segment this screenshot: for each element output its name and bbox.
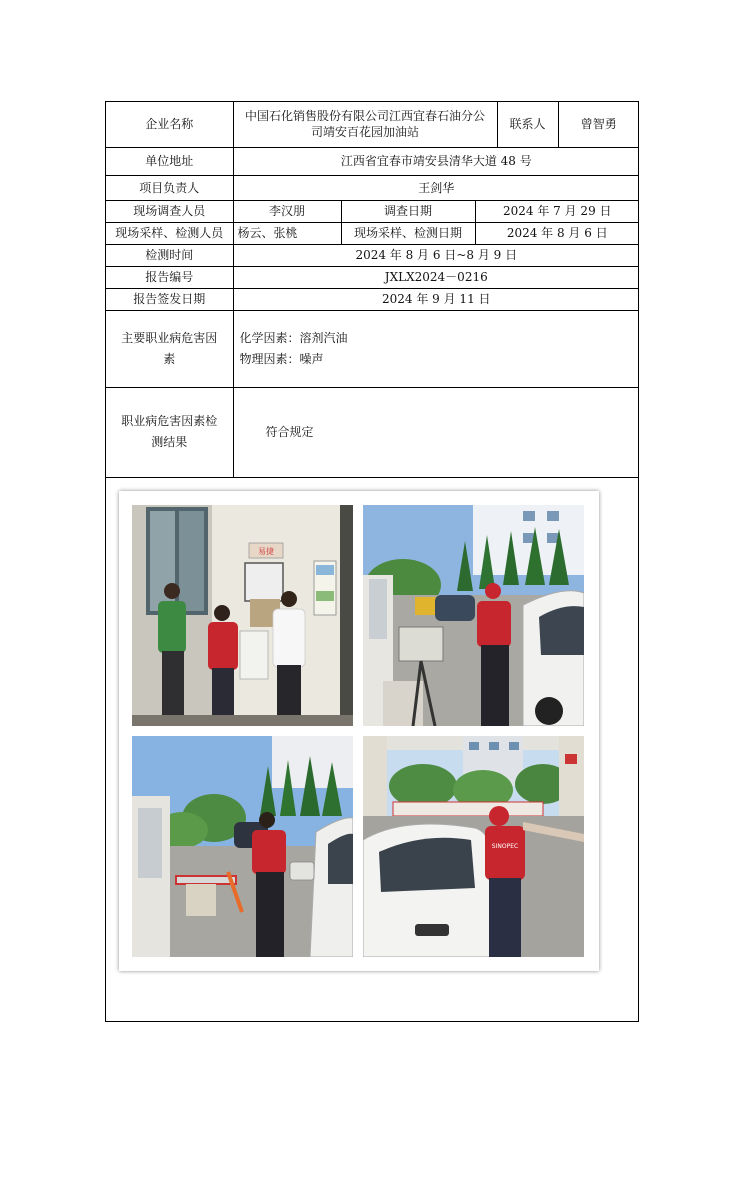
result-value: 符合规定 xyxy=(233,387,639,477)
project-manager-value: 王剑华 xyxy=(233,175,639,200)
photo-sampling-pump xyxy=(363,505,584,726)
result-label: 职业病危害因素检测结果 xyxy=(106,387,233,477)
hazards-value xyxy=(233,310,639,387)
sampling-date-value: 2024 年 8 月 6 日 xyxy=(475,222,639,244)
report-number-label: 报告编号 xyxy=(106,266,233,288)
hazard-chemical: 化学因素：溶剂汽油 xyxy=(239,330,348,345)
sampling-staff-value: 杨云、张桃 xyxy=(233,222,341,244)
contact-label: 联系人 xyxy=(497,102,558,147)
contact-value: 曾智勇 xyxy=(558,102,639,147)
test-time-value: 2024 年 8 月 6 日~8 月 9 日 xyxy=(233,244,639,266)
survey-staff-value: 李汉朋 xyxy=(233,200,341,222)
hazard-physical: 物理因素：噪声 xyxy=(239,351,324,366)
shop-sign-text: 易捷 xyxy=(258,547,274,556)
sampling-staff-label: 现场采样、检测人员 xyxy=(106,222,233,244)
address-value: 江西省宜春市靖安县清华大道 48 号 xyxy=(233,147,639,175)
info-table xyxy=(106,102,639,478)
photo-staff-group xyxy=(132,505,353,726)
photo-attendant-barrier xyxy=(132,736,353,957)
issue-date-label: 报告签发日期 xyxy=(106,288,233,310)
survey-date-value: 2024 年 7 月 29 日 xyxy=(475,200,639,222)
report-document xyxy=(105,101,639,1022)
survey-date-label: 调查日期 xyxy=(341,200,475,222)
address-label: 单位地址 xyxy=(106,147,233,175)
photo-collage xyxy=(119,491,599,971)
hazards-label: 主要职业病危害因素 xyxy=(106,310,233,387)
photo-attendant-refueling xyxy=(363,736,584,957)
issue-date-value: 2024 年 9 月 11 日 xyxy=(233,288,639,310)
report-number-value: JXLX2024－0216 xyxy=(233,266,639,288)
test-time-label: 检测时间 xyxy=(106,244,233,266)
company-label: 企业名称 xyxy=(106,102,233,147)
uniform-logo-text: SINOPEC xyxy=(491,843,519,850)
company-value: 中国石化销售股份有限公司江西宜春石油分公司靖安百花园加油站 xyxy=(233,102,497,147)
survey-staff-label: 现场调查人员 xyxy=(106,200,233,222)
project-manager-label: 项目负责人 xyxy=(106,175,233,200)
sampling-date-label: 现场采样、检测日期 xyxy=(341,222,475,244)
